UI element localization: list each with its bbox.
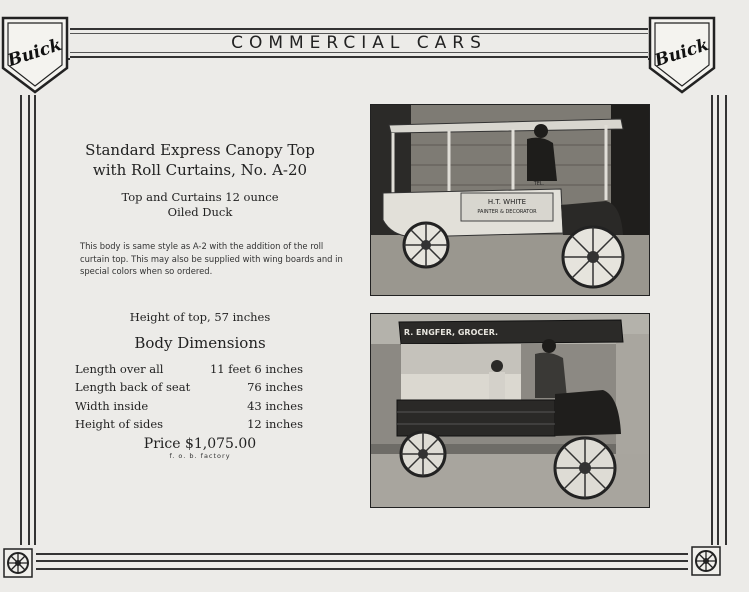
brand-logo-left: Buick: [5, 34, 65, 72]
dimension-value: 43 inches: [247, 398, 303, 413]
price: Price $1,075.00: [143, 435, 257, 452]
height-of-top: Height of top, 57 inches: [129, 309, 271, 324]
product-description: This body is same style as A-2 with the addition of the roll curtain top. This may also be supplied with wing boards and in special colors when so ordered.: [80, 241, 343, 276]
dimension-row: [75, 415, 303, 434]
material-line1: Top and Curtains 12 ounce: [121, 190, 279, 204]
dimension-row: [75, 397, 303, 416]
frame-left-outer: [20, 95, 22, 545]
dimension-label: Height of sides: [75, 417, 164, 431]
brand-logo-right: Buick: [652, 34, 712, 72]
dimension-value: 12 inches: [247, 417, 303, 431]
product-description-column: [55, 140, 345, 460]
photo-grocer-truck: [370, 313, 650, 508]
dimensions-table: [75, 360, 303, 434]
photo-sign-line1: H.T. WHITE: [487, 198, 527, 206]
buick-badge-right: [647, 14, 717, 94]
dimension-row: [75, 378, 303, 397]
frame-right-inner: [717, 95, 719, 545]
dimension-label: Length over all: [75, 361, 164, 376]
photo-grocer-sign: R. ENGFER, GROCER.: [403, 328, 499, 337]
dimension-label: Width inside: [75, 398, 149, 413]
dimension-label: Length back of seat: [75, 380, 191, 394]
buick-badge-left: [0, 14, 70, 94]
material-note: [55, 190, 345, 220]
dimensions-title: Body Dimensions: [134, 333, 266, 352]
product-heading: [55, 140, 345, 180]
photo-canopy-truck: [370, 104, 650, 296]
wheel-ornament-right: [691, 546, 721, 576]
frame-left-inner2: [34, 95, 36, 545]
page-title: COMMERCIAL CARS: [231, 33, 487, 53]
product-heading-line2: with Roll Curtains, No. A-20: [92, 161, 308, 179]
photo-sign-line3: TEL.: [533, 181, 545, 187]
wheel-ornament-left: [3, 548, 33, 578]
photo-sign-line2: PAINTER & DECORATOR: [477, 209, 537, 215]
product-heading-line1: Standard Express Canopy Top: [85, 141, 315, 159]
frame-right-inner2: [711, 95, 713, 545]
dimension-value: 76 inches: [247, 380, 303, 394]
frame-bottom-2: [36, 560, 688, 562]
material-line2: Oiled Duck: [167, 205, 233, 219]
dimension-row: [75, 360, 303, 379]
frame-bottom-1: [36, 553, 688, 555]
frame-bottom-3: [36, 568, 688, 570]
dimension-value: 11 feet 6 inches: [209, 361, 303, 376]
header-band: [70, 28, 648, 58]
price-terms: f. o. b. factory: [169, 451, 231, 460]
frame-left-inner: [28, 95, 30, 545]
frame-right-outer: [725, 95, 727, 545]
